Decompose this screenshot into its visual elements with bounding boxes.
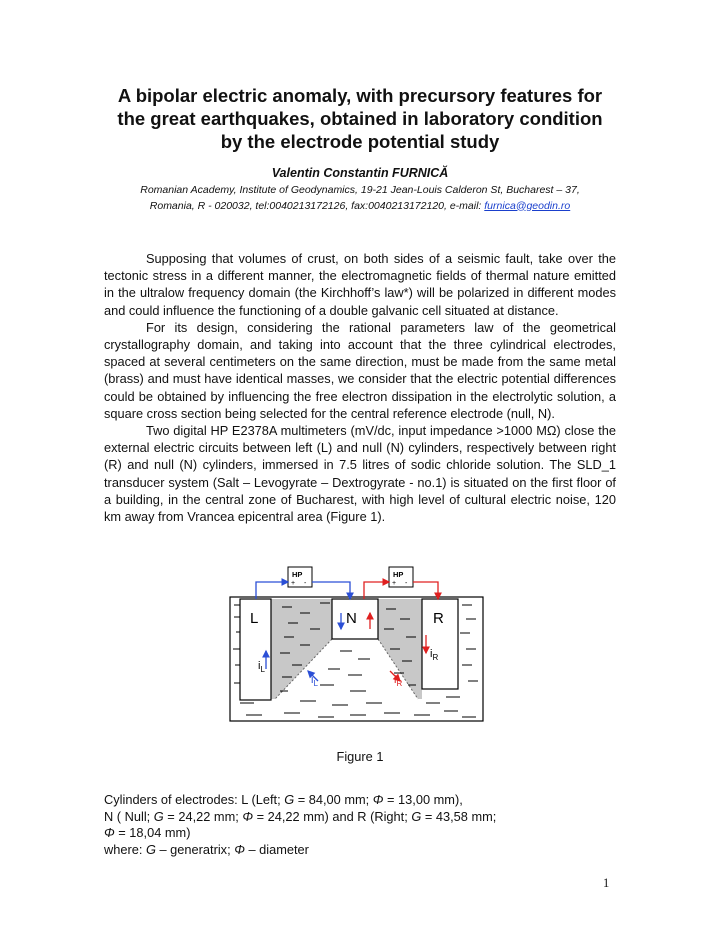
legend-line-4: where: G – generatrix; Φ – diameter xyxy=(104,841,309,857)
figure-legend xyxy=(104,792,616,858)
hp-left-minus: - xyxy=(304,580,307,587)
hp-right-plus: + xyxy=(392,580,397,587)
author-name: Valentin Constantin FURNICĂ xyxy=(271,166,449,180)
affiliation xyxy=(104,183,616,214)
label-L: L xyxy=(250,610,259,627)
label-iR: $i_R$ xyxy=(430,648,439,662)
body-paragraphs xyxy=(104,250,616,525)
label-N: N xyxy=(346,610,357,627)
affiliation-line-1: Romanian Academy, Institute of Geodynamics, 19-21 Jean-Louis Calderon St, Bucharest – 37, xyxy=(140,184,580,196)
galvanic-cell-diagram xyxy=(200,557,490,737)
affiliation-line-2 xyxy=(104,199,616,215)
email-link[interactable]: furnica@geodin.ro xyxy=(484,199,571,212)
legend-line-2: N ( Null; G = 24,22 mm; Φ = 24,22 mm) and R (Right; G = 43,58 mm; xyxy=(104,808,497,824)
hp-right-minus: - xyxy=(405,580,408,587)
paragraph-1: Supposing that volumes of crust, on both sides of a seismic fault, take over the tectonic stress in a different manner, the electromagnetic fields of thermal nature emitted in the ultralow frequency domain (the Kirchhoff’s law*) will be polarized in different modes and could influence the functioning of a double galvanic cell situated at distance. xyxy=(104,251,616,318)
paragraph-3: Two digital HP E2378A multimeters (mV/dc, input impedance >1000 MΩ) close the external electric circuits between left (L) and null (N) cylinders, respectively between right (R) and null (N) cylinders, immersed in 7.5 litres of sodic chloride solution. The SLD_1 transducer system (Salt – Levogyrate – Dextrogyrate - no.1) is situated on the first floor of a building, in the central zone of Bucharest, with high level of cultural electric noise, 120 km away from Vrancea epicentral area (Figure 1). xyxy=(104,423,616,525)
hp-label-left: HP xyxy=(292,570,303,579)
title-line-3: by the electrode potential study xyxy=(220,131,500,152)
figure-1 xyxy=(200,557,490,737)
affiliation-contact: Romania, R - 020032, tel:0040213172126, fax:0040213172120, e-mail: xyxy=(149,199,485,212)
label-iL: $i_L$ xyxy=(258,660,265,674)
paper-title xyxy=(60,84,660,153)
legend-line-3: Φ = 18,04 mm) xyxy=(104,825,191,840)
figure-caption: Figure 1 xyxy=(336,749,384,764)
title-line-1: A bipolar electric anomaly, with precursory features for xyxy=(117,85,603,106)
legend-line-1: Cylinders of electrodes: L (Left; G = 84,00 mm; Φ = 13,00 mm), xyxy=(104,792,463,807)
paragraph-2: For its design, considering the rational parameters law of the geometrical crystallography domain, and taking into account that the three cylindrical electrodes, spaced at several centimeters on the same direction, must be made from the same metal (brass) and must have identical masses, we consider that the electric potential differences could be obtained by influencing the free electron dissipation in the electrolytic solution, a square cross section being selected for the central reference electrode (null, N). xyxy=(104,319,616,421)
hp-label-right: HP xyxy=(393,570,404,579)
page-number: 1 xyxy=(603,876,610,890)
title-line-2: the great earthquakes, obtained in laboratory condition xyxy=(117,108,603,129)
label-iR-electrolyte: $i_R$ xyxy=(394,674,403,688)
label-iL-electrolyte: $i_L$ xyxy=(311,674,318,688)
label-R: R xyxy=(433,610,444,627)
hp-left-plus: + xyxy=(291,580,296,587)
